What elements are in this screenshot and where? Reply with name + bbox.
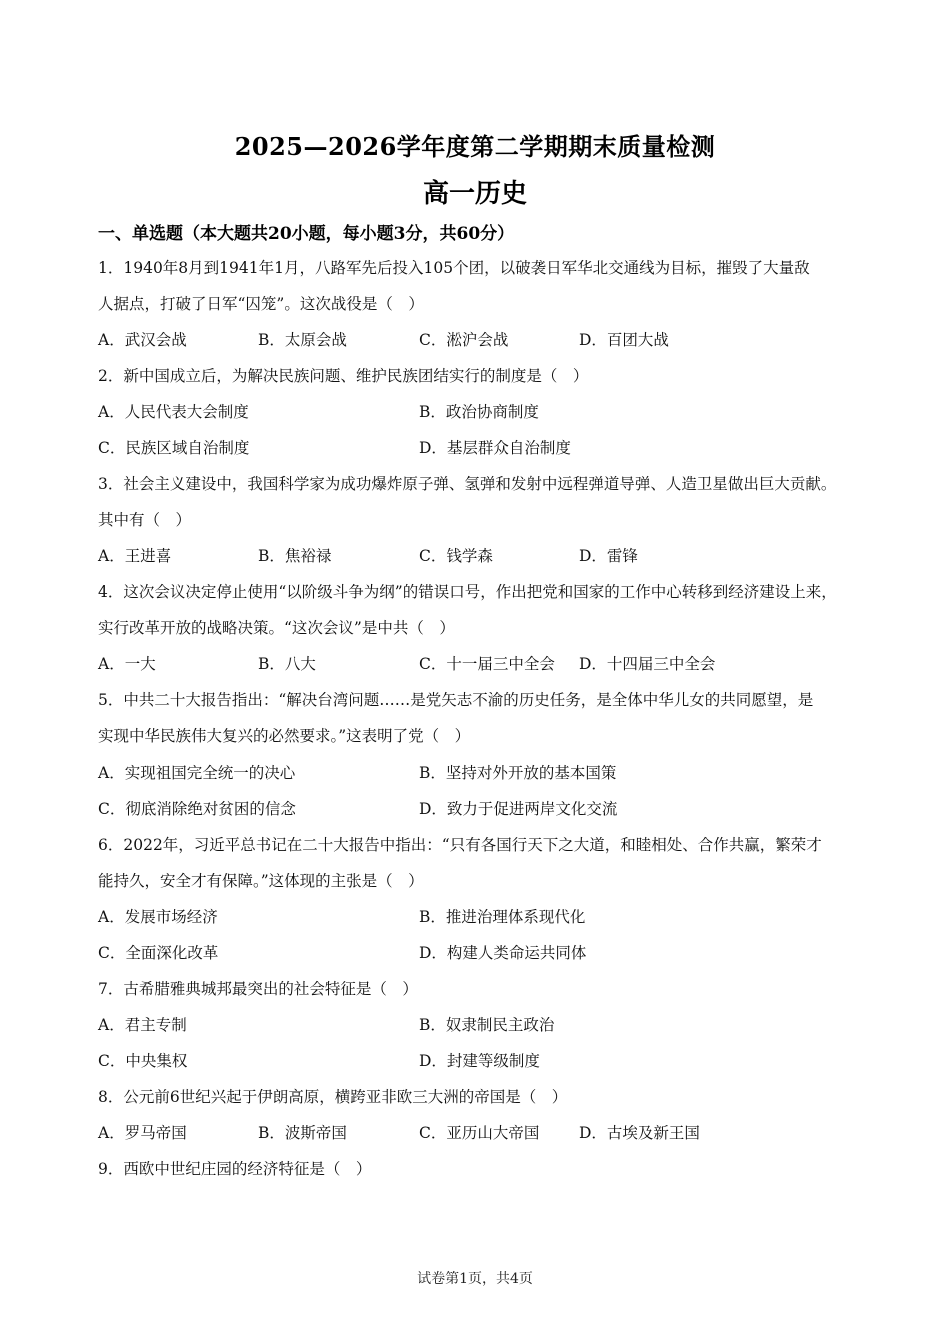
question-1-line-2: 人据点，打破了日军“囚笼”。这次战役是（ ） [98, 295, 424, 313]
question-7-line-1: 7．古希腊雅典城邦最突出的社会特征是（ ） [98, 980, 418, 998]
question-7-options-row-2 [98, 1051, 868, 1071]
question-7-options-row-1 [98, 1015, 868, 1035]
question-5-option-c[interactable]: C．彻底消除绝对贫困的信念 [98, 800, 296, 818]
question-6-options-row-1 [98, 907, 868, 927]
question-3-options [98, 546, 868, 566]
question-1-options [98, 330, 868, 350]
question-8-option-c[interactable]: C．亚历山大帝国 [419, 1124, 540, 1142]
question-2-option-b[interactable]: B．政治协商制度 [419, 403, 539, 421]
section-heading: 一、单选题（本大题共20小题，每小题3分，共60分） [98, 224, 515, 244]
question-7-option-d[interactable]: D．封建等级制度 [419, 1052, 540, 1070]
question-6-options-row-2 [98, 943, 868, 963]
question-1-line-1: 1．1940年8月到1941年1月，八路军先后投入105个团，以破袭日军华北交通线为目标，摧毁了大量敌 [98, 259, 810, 277]
question-2-option-d[interactable]: D．基层群众自治制度 [419, 439, 571, 457]
question-7-option-b[interactable]: B．奴隶制民主政治 [419, 1016, 555, 1034]
question-5-option-d[interactable]: D．致力于促进两岸文化交流 [419, 800, 618, 818]
question-5-option-a[interactable]: A．实现祖国完全统一的决心 [98, 764, 296, 782]
question-4-option-b[interactable]: B．八大 [258, 655, 316, 673]
exam-title: 2025—2026学年度第二学期期末质量检测 [234, 132, 716, 161]
question-4-option-c[interactable]: C．十一届三中全会 [419, 655, 555, 673]
question-2-option-a[interactable]: A．人民代表大会制度 [98, 403, 249, 421]
question-6-line-1: 6．2022年，习近平总书记在二十大报告中指出：“只有各国行天下之大道，和睦相处、合作共赢，繁荣才 [98, 836, 822, 854]
question-2-options-row-1 [98, 402, 868, 422]
question-3-option-a[interactable]: A．王进喜 [98, 547, 172, 565]
question-1-option-b[interactable]: B．太原会战 [258, 331, 347, 349]
question-4-line-2: 实行改革开放的战略决策。“这次会议”是中共（ ） [98, 619, 455, 637]
question-7-option-a[interactable]: A．君主专制 [98, 1016, 187, 1034]
question-5-line-1: 5．中共二十大报告指出：“解决台湾问题……是党矢志不渝的历史任务，是全体中华儿女的共同愿望，是 [98, 691, 814, 709]
question-8-option-a[interactable]: A．罗马帝国 [98, 1124, 187, 1142]
question-2-options-row-2 [98, 438, 868, 458]
question-5-options-row-1 [98, 763, 868, 783]
question-2-line-1: 2．新中国成立后，为解决民族问题、维护民族团结实行的制度是（ ） [98, 367, 589, 385]
question-5-line-2: 实现中华民族伟大复兴的必然要求。”这表明了党（ ） [98, 727, 471, 745]
page-footer: 试卷第1页，共4页 [417, 1271, 533, 1287]
question-6-option-b[interactable]: B．推进治理体系现代化 [419, 908, 586, 926]
question-8-options [98, 1123, 868, 1143]
question-3-line-1: 3．社会主义建设中，我国科学家为成功爆炸原子弹、氢弹和发射中远程弹道导弹、人造卫星做出巨大贡献。 [98, 475, 837, 493]
question-5-option-b[interactable]: B．坚持对外开放的基本国策 [419, 764, 617, 782]
question-5-options-row-2 [98, 799, 868, 819]
question-3-option-d[interactable]: D．雷锋 [579, 547, 638, 565]
question-6-option-c[interactable]: C．全面深化改革 [98, 944, 219, 962]
exam-subject: 高一历史 [422, 179, 527, 209]
question-9-line-1: 9．西欧中世纪庄园的经济特征是（ ） [98, 1160, 372, 1178]
question-3-option-c[interactable]: C．钱学森 [419, 547, 493, 565]
question-1-option-c[interactable]: C．淞沪会战 [419, 331, 509, 349]
question-3-option-b[interactable]: B．焦裕禄 [258, 547, 332, 565]
question-2-option-c[interactable]: C．民族区域自治制度 [98, 439, 250, 457]
question-7-option-c[interactable]: C．中央集权 [98, 1052, 188, 1070]
question-8-option-d[interactable]: D．古埃及新王国 [579, 1124, 700, 1142]
question-1-option-d[interactable]: D．百团大战 [579, 331, 669, 349]
question-4-line-1: 4．这次会议决定停止使用“以阶级斗争为纲”的错误口号，作出把党和国家的工作中心转移到经济建设上来， [98, 583, 837, 601]
question-8-option-b[interactable]: B．波斯帝国 [258, 1124, 347, 1142]
question-1-option-a[interactable]: A．武汉会战 [98, 331, 187, 349]
question-3-line-2: 其中有（ ） [98, 511, 192, 529]
question-6-option-a[interactable]: A．发展市场经济 [98, 908, 218, 926]
question-4-options [98, 654, 868, 674]
question-4-option-d[interactable]: D．十四届三中全会 [579, 655, 716, 673]
question-6-line-2: 能持久，安全才有保障。”这体现的主张是（ ） [98, 872, 424, 890]
question-4-option-a[interactable]: A．一大 [98, 655, 156, 673]
question-8-line-1: 8．公元前6世纪兴起于伊朗高原，横跨亚非欧三大洲的帝国是（ ） [98, 1088, 568, 1106]
question-6-option-d[interactable]: D．构建人类命运共同体 [419, 944, 587, 962]
